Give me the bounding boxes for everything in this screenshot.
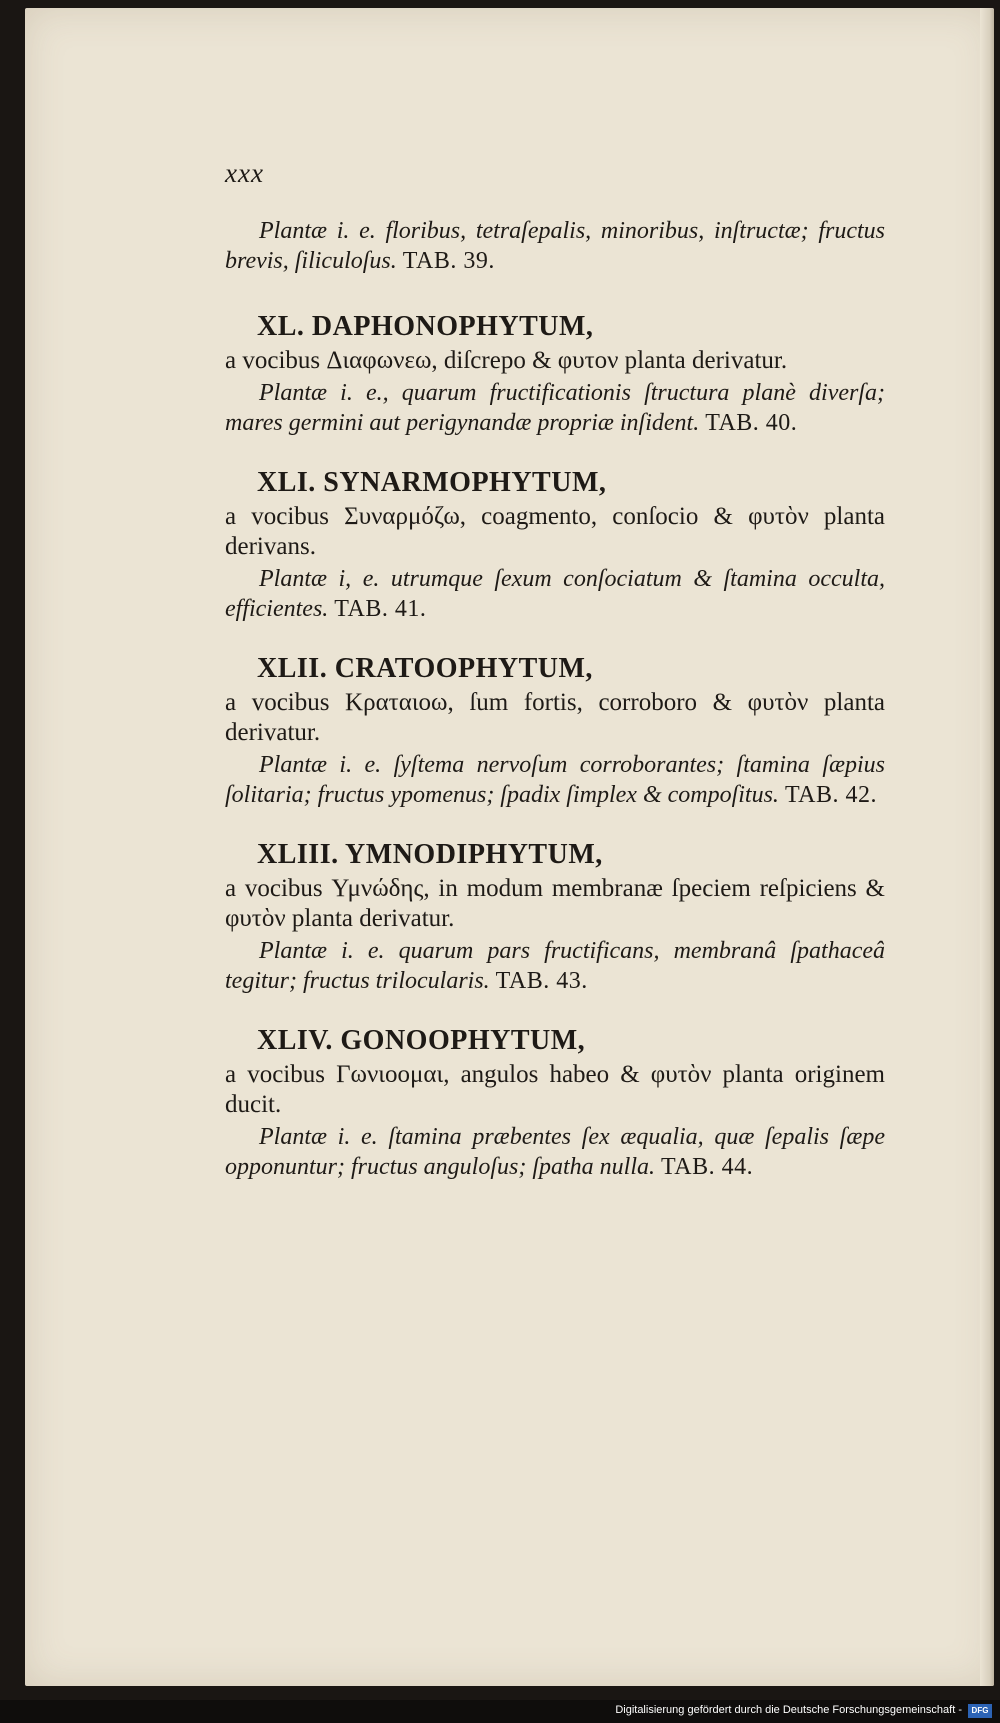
entry-etymology: a vocibus Γωνιοομαι, angulos habeo & φυτὸν planta originem ducit. xyxy=(225,1061,885,1118)
entry-heading: XLI. SYNARMOPHYTUM, xyxy=(257,467,607,498)
entry-synarmophytum xyxy=(225,466,885,624)
entry-description: Plantæ i. e. ſyſtema nervoſum corroborantes; ſtamina ſæpius ſolitaria; fructus ypomenus; ſpadix ſimplex & compoſitus. TAB. 42. xyxy=(225,752,885,808)
page-edge-shadow xyxy=(980,8,994,1686)
book-page xyxy=(25,8,994,1686)
entry-description: Plantæ i. e., quarum fructificationis ſtructura planè diverſa; mares germini aut perigynandæ propriæ inſident. TAB. 40. xyxy=(225,380,885,436)
entry-etymology: a vocibus Υμνώδης, in modum membranæ ſpeciem reſpiciens & φυτὸν planta derivatur. xyxy=(225,875,885,932)
entry-description: Plantæ i. e. ſtamina præbentes ſex æqualia, quæ ſepalis ſæpe opponuntur; fructus anguloſus; ſpatha nulla. TAB. 44. xyxy=(225,1124,885,1180)
entry-description: Plantæ i. e. quarum pars fructificans, membranâ ſpathaceâ tegitur; fructus trilocularis. TAB. 43. xyxy=(225,938,885,994)
entry-daphonophytum xyxy=(225,310,885,438)
plate-reference: TAB. 43. xyxy=(495,968,588,994)
entry-description: Plantæ i, e. utrumque ſexum conſociatum & ſtamina occulta, efficientes. TAB. 41. xyxy=(225,566,885,622)
entry-heading: XLIV. GONOOPHYTUM, xyxy=(257,1025,586,1056)
entry-etymology: a vocibus Διαφωνεω, diſcrepo & φυτον planta derivatur. xyxy=(225,347,788,374)
entry-continuation xyxy=(225,216,885,276)
entry-heading: XL. DAPHONOPHYTUM, xyxy=(257,311,594,342)
entry-gonoophytum xyxy=(225,1024,885,1182)
entry-description: Plantæ i. e. floribus, tetraſepalis, minoribus, inſtructæ; fructus brevis, ſiliculoſus. TAB. 39. xyxy=(225,218,885,274)
entry-etymology: a vocibus Συναρμόζω, coagmento, conſocio & φυτὸν planta derivans. xyxy=(225,503,885,560)
entry-cratoophytum xyxy=(225,652,885,810)
funding-credit: Digitalisierung gefördert durch die Deutsche Forschungsgemeinschaft - xyxy=(615,1704,962,1716)
plate-reference: TAB. 41. xyxy=(334,596,427,622)
page-number: xxx xyxy=(225,158,264,188)
entry-heading: XLIII. YMNODIPHYTUM, xyxy=(257,839,603,870)
page-content xyxy=(225,158,885,1210)
plate-reference: TAB. 44. xyxy=(661,1154,754,1180)
entry-etymology: a vocibus Κραταιοω, ſum fortis, corroboro & φυτὸν planta derivatur. xyxy=(225,689,885,746)
footer-bar xyxy=(0,1700,1000,1723)
plate-reference: TAB. 39. xyxy=(402,248,495,274)
entry-heading: XLII. CRATOOPHYTUM, xyxy=(257,653,593,684)
plate-reference: TAB. 40. xyxy=(705,410,798,436)
entry-ymnodiphytum xyxy=(225,838,885,996)
plate-reference: TAB. 42. xyxy=(784,782,878,808)
dfg-logo-icon: DFG xyxy=(968,1704,992,1718)
